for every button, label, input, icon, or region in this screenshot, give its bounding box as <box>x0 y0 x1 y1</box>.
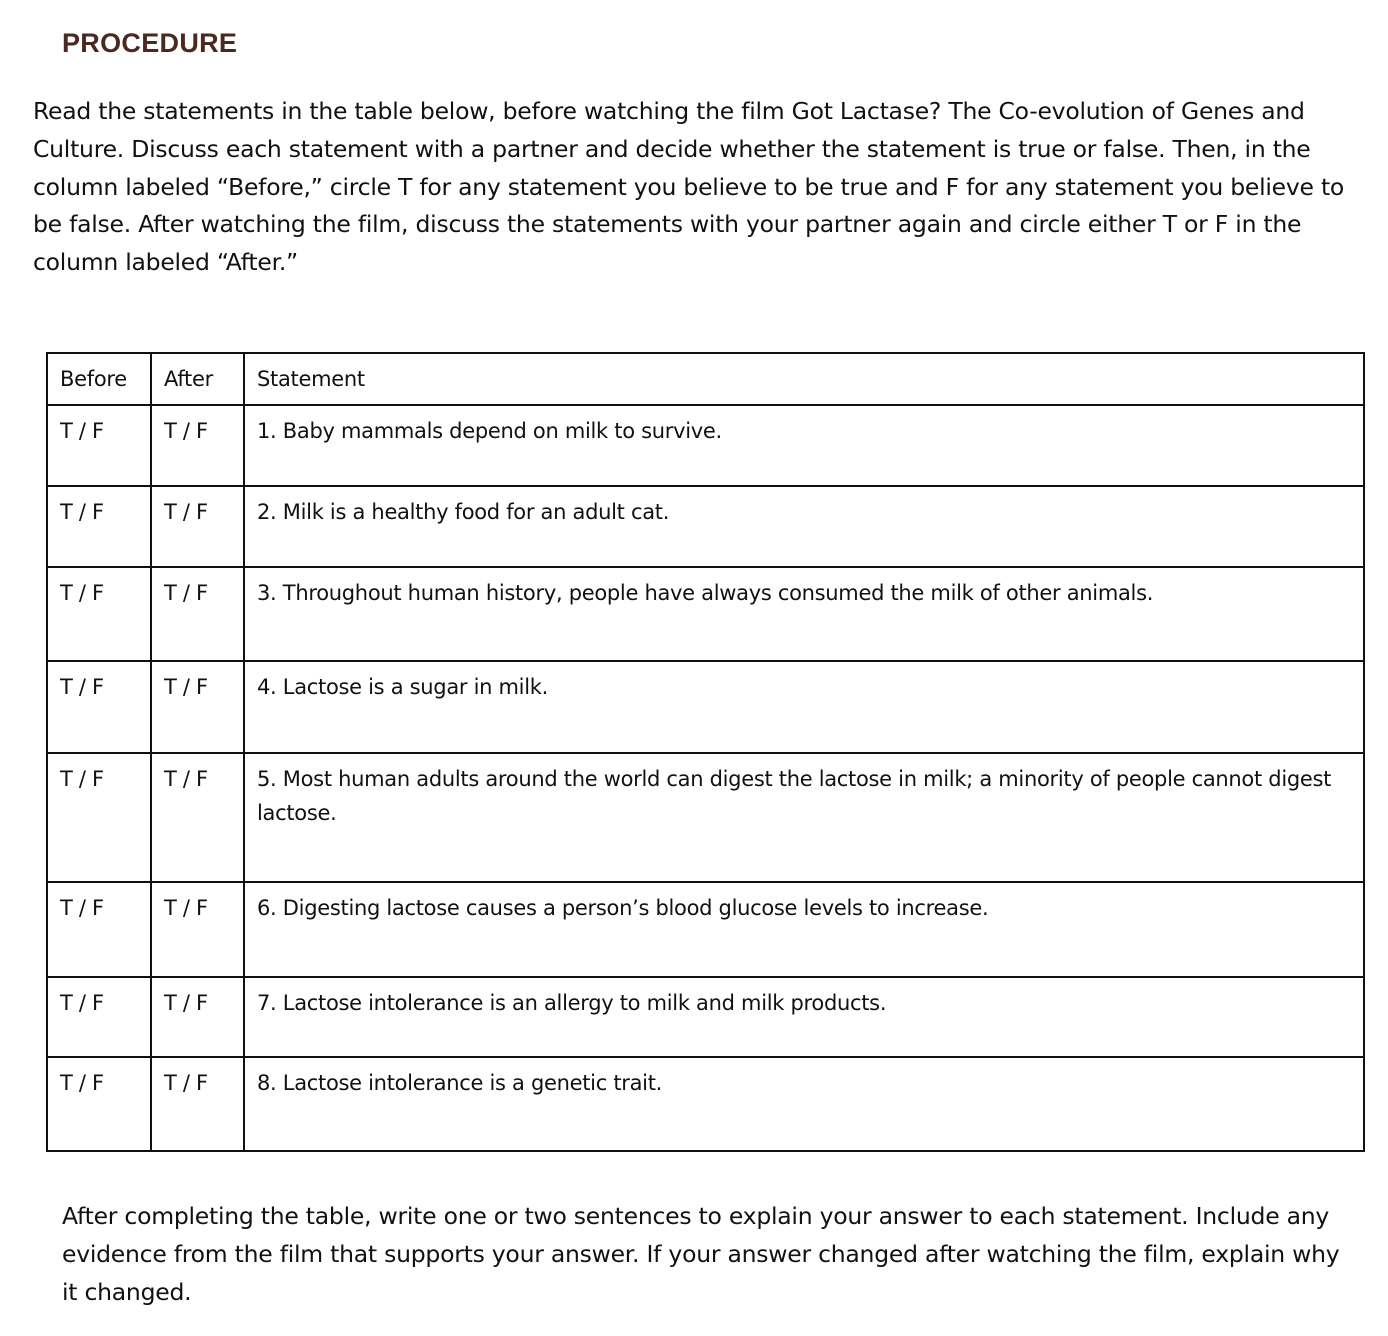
after-choice[interactable]: T / F <box>151 1057 244 1151</box>
page-title: PROCEDURE <box>62 28 238 58</box>
table-row <box>47 753 1364 882</box>
before-choice[interactable]: T / F <box>47 882 151 977</box>
after-choice[interactable]: T / F <box>151 977 244 1057</box>
statement-text: 6. Digesting lactose causes a person’s blood glucose levels to increase. <box>244 882 1364 977</box>
statement-text: 8. Lactose intolerance is a genetic trait. <box>244 1057 1364 1151</box>
statements-table <box>46 352 1365 1152</box>
statement-text: 5. Most human adults around the world can digest the lactose in milk; a minority of people cannot digest lactose. <box>244 753 1364 882</box>
after-choice[interactable]: T / F <box>151 486 244 567</box>
before-choice[interactable]: T / F <box>47 1057 151 1151</box>
before-choice[interactable]: T / F <box>47 661 151 753</box>
before-choice[interactable]: T / F <box>47 486 151 567</box>
header-statement: Statement <box>244 353 1364 405</box>
after-choice[interactable]: T / F <box>151 567 244 661</box>
after-choice[interactable]: T / F <box>151 882 244 977</box>
before-choice[interactable]: T / F <box>47 977 151 1057</box>
instructions-paragraph: Read the statements in the table below, before watching the film Got Lactase? The Co-evolution of Genes and Culture. Discuss each statement with a partner and decide whether the statement is true or false. Then, in the column labeled “Before,” circle T for any statement you believe to be true and F for any statement you believe to be false. After watching the film, discuss the statements with your partner again and circle either T or F in the column labeled “After.” <box>33 97 1345 277</box>
statement-text: 2. Milk is a healthy food for an adult cat. <box>244 486 1364 567</box>
table-row <box>47 405 1364 486</box>
statement-text: 7. Lactose intolerance is an allergy to milk and milk products. <box>244 977 1364 1057</box>
before-choice[interactable]: T / F <box>47 753 151 882</box>
header-after: After <box>151 353 244 405</box>
before-choice[interactable]: T / F <box>47 567 151 661</box>
after-choice[interactable]: T / F <box>151 405 244 486</box>
table-row <box>47 486 1364 567</box>
statement-text: 4. Lactose is a sugar in milk. <box>244 661 1364 753</box>
table-row <box>47 661 1364 753</box>
table-header-row <box>47 353 1364 405</box>
after-choice[interactable]: T / F <box>151 661 244 753</box>
before-choice[interactable]: T / F <box>47 405 151 486</box>
table-row <box>47 882 1364 977</box>
table-row <box>47 977 1364 1057</box>
statement-text: 1. Baby mammals depend on milk to survive. <box>244 405 1364 486</box>
table-row <box>47 567 1364 661</box>
follow-up-instructions: After completing the table, write one or two sentences to explain your answer to each statement. Include any evidence from the film that supports your answer. If your answer changed after watching the film, explain why it changed. <box>62 1202 1340 1306</box>
header-before: Before <box>47 353 151 405</box>
after-choice[interactable]: T / F <box>151 753 244 882</box>
statement-text: 3. Throughout human history, people have always consumed the milk of other animals. <box>244 567 1364 661</box>
table-row <box>47 1057 1364 1151</box>
